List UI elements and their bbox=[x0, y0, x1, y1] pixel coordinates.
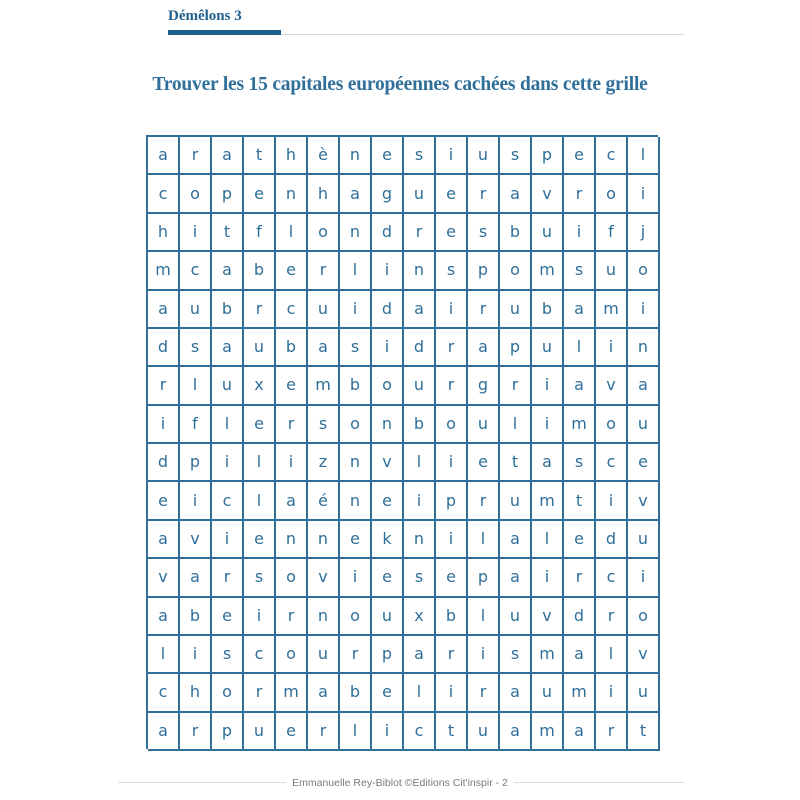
grid-cell: d bbox=[372, 291, 404, 329]
grid-cell: b bbox=[340, 367, 372, 405]
grid-cell: e bbox=[372, 137, 404, 175]
grid-cell: a bbox=[564, 713, 596, 751]
grid-cell: t bbox=[564, 482, 596, 520]
grid-cell: d bbox=[148, 444, 180, 482]
grid-cell: f bbox=[180, 406, 212, 444]
grid-cell: b bbox=[532, 291, 564, 329]
grid-cell: o bbox=[308, 214, 340, 252]
grid-cell: a bbox=[628, 367, 660, 405]
grid-cell: n bbox=[340, 482, 372, 520]
grid-cell: e bbox=[148, 482, 180, 520]
grid-cell: f bbox=[244, 214, 276, 252]
grid-cell: n bbox=[340, 214, 372, 252]
grid-cell: l bbox=[340, 252, 372, 290]
grid-cell: e bbox=[564, 137, 596, 175]
grid-cell: o bbox=[340, 598, 372, 636]
grid-cell: o bbox=[596, 406, 628, 444]
grid-cell: v bbox=[372, 444, 404, 482]
grid-cell: u bbox=[468, 406, 500, 444]
grid-cell: e bbox=[244, 406, 276, 444]
grid-cell: e bbox=[436, 175, 468, 213]
grid-cell: r bbox=[436, 367, 468, 405]
grid-cell: i bbox=[596, 674, 628, 712]
grid-cell: i bbox=[212, 521, 244, 559]
grid-cell: c bbox=[244, 636, 276, 674]
grid-cell: n bbox=[276, 175, 308, 213]
grid-cell: e bbox=[276, 713, 308, 751]
grid-cell: n bbox=[628, 329, 660, 367]
grid-cell: v bbox=[308, 559, 340, 597]
grid-cell: a bbox=[564, 636, 596, 674]
grid-cell: l bbox=[244, 444, 276, 482]
grid-cell: r bbox=[180, 137, 212, 175]
grid-cell: m bbox=[532, 482, 564, 520]
grid-cell: p bbox=[436, 482, 468, 520]
grid-cell: m bbox=[596, 291, 628, 329]
grid-cell: k bbox=[372, 521, 404, 559]
word-search-grid bbox=[146, 135, 658, 749]
grid-cell: n bbox=[276, 521, 308, 559]
grid-cell: p bbox=[372, 636, 404, 674]
grid-cell: n bbox=[372, 406, 404, 444]
grid-cell: c bbox=[180, 252, 212, 290]
grid-cell: i bbox=[372, 329, 404, 367]
grid-cell: t bbox=[212, 214, 244, 252]
grid-cell: i bbox=[436, 291, 468, 329]
grid-cell: a bbox=[148, 598, 180, 636]
grid-cell: m bbox=[564, 674, 596, 712]
grid-cell: l bbox=[276, 214, 308, 252]
grid-cell: c bbox=[212, 482, 244, 520]
grid-cell: m bbox=[276, 674, 308, 712]
grid-cell: r bbox=[500, 367, 532, 405]
grid-cell: b bbox=[404, 406, 436, 444]
grid-cell: o bbox=[372, 367, 404, 405]
grid-cell: m bbox=[532, 713, 564, 751]
grid-cell: i bbox=[628, 291, 660, 329]
grid-cell: i bbox=[148, 406, 180, 444]
grid-cell: a bbox=[148, 521, 180, 559]
grid-cell: u bbox=[596, 252, 628, 290]
grid-cell: i bbox=[340, 291, 372, 329]
grid-cell: u bbox=[532, 214, 564, 252]
grid-cell: t bbox=[500, 444, 532, 482]
grid-cell: s bbox=[212, 636, 244, 674]
grid-cell: g bbox=[372, 175, 404, 213]
grid-cell: c bbox=[276, 291, 308, 329]
grid-cell: a bbox=[148, 713, 180, 751]
grid-cell: m bbox=[532, 252, 564, 290]
grid-cell: i bbox=[436, 137, 468, 175]
grid-cell: s bbox=[404, 137, 436, 175]
grid-cell: u bbox=[244, 329, 276, 367]
grid-cell: u bbox=[628, 674, 660, 712]
grid-cell: u bbox=[500, 291, 532, 329]
grid-cell: a bbox=[148, 291, 180, 329]
grid-cell: o bbox=[180, 175, 212, 213]
grid-cell: l bbox=[500, 406, 532, 444]
grid-cell: p bbox=[212, 175, 244, 213]
grid-cell: e bbox=[372, 674, 404, 712]
grid-cell: n bbox=[404, 252, 436, 290]
grid-cell: a bbox=[212, 137, 244, 175]
grid-cell: b bbox=[436, 598, 468, 636]
grid-cell: a bbox=[532, 444, 564, 482]
grid-cell: s bbox=[180, 329, 212, 367]
grid-cell: a bbox=[340, 175, 372, 213]
grid-cell: i bbox=[628, 175, 660, 213]
grid-cell: s bbox=[308, 406, 340, 444]
grid-cell: p bbox=[468, 252, 500, 290]
grid-cell: e bbox=[276, 252, 308, 290]
grid-cell: s bbox=[340, 329, 372, 367]
grid-cell: t bbox=[244, 137, 276, 175]
grid-cell: a bbox=[276, 482, 308, 520]
grid-cell: l bbox=[340, 713, 372, 751]
grid-cell: r bbox=[308, 713, 340, 751]
grid-cell: i bbox=[436, 444, 468, 482]
grid-cell: u bbox=[500, 598, 532, 636]
grid-cell: u bbox=[468, 137, 500, 175]
grid-cell: e bbox=[244, 175, 276, 213]
grid-cell: i bbox=[180, 214, 212, 252]
grid-cell: i bbox=[436, 521, 468, 559]
grid-cell: i bbox=[372, 252, 404, 290]
grid-cell: i bbox=[404, 482, 436, 520]
grid-cell: r bbox=[244, 674, 276, 712]
grid-cell: r bbox=[468, 175, 500, 213]
grid-cell: s bbox=[564, 444, 596, 482]
grid-cell: a bbox=[500, 175, 532, 213]
grid-cell: o bbox=[212, 674, 244, 712]
grid-cell: v bbox=[628, 482, 660, 520]
grid-cell: u bbox=[212, 367, 244, 405]
grid-cell: c bbox=[148, 175, 180, 213]
grid-cell: h bbox=[308, 175, 340, 213]
grid-cell: u bbox=[180, 291, 212, 329]
grid-cell: a bbox=[308, 674, 340, 712]
grid-cell: n bbox=[308, 521, 340, 559]
grid-cell: r bbox=[244, 291, 276, 329]
grid-cell: i bbox=[596, 329, 628, 367]
grid-cell: u bbox=[372, 598, 404, 636]
grid-cell: n bbox=[308, 598, 340, 636]
grid-cell: u bbox=[628, 406, 660, 444]
grid-cell: e bbox=[244, 521, 276, 559]
grid-cell: é bbox=[308, 482, 340, 520]
grid-cell: o bbox=[436, 406, 468, 444]
grid-cell: t bbox=[436, 713, 468, 751]
grid-cell: l bbox=[148, 636, 180, 674]
grid-cell: i bbox=[340, 559, 372, 597]
grid-cell: r bbox=[276, 406, 308, 444]
grid-cell: a bbox=[468, 329, 500, 367]
grid-cell: o bbox=[340, 406, 372, 444]
grid-cell: l bbox=[212, 406, 244, 444]
grid-cell: i bbox=[628, 559, 660, 597]
grid-cell: p bbox=[468, 559, 500, 597]
grid-cell: a bbox=[500, 521, 532, 559]
grid-cell: r bbox=[404, 214, 436, 252]
grid-cell: a bbox=[148, 137, 180, 175]
grid-cell: p bbox=[532, 137, 564, 175]
grid-cell: b bbox=[500, 214, 532, 252]
grid-cell: l bbox=[628, 137, 660, 175]
grid-cell: i bbox=[532, 367, 564, 405]
grid-cell: d bbox=[596, 521, 628, 559]
grid-cell: r bbox=[596, 598, 628, 636]
grid-cell: l bbox=[468, 598, 500, 636]
grid-cell: i bbox=[564, 214, 596, 252]
grid-cell: s bbox=[564, 252, 596, 290]
grid-cell: p bbox=[500, 329, 532, 367]
grid-cell: d bbox=[148, 329, 180, 367]
grid-cell: è bbox=[308, 137, 340, 175]
grid-cell: s bbox=[244, 559, 276, 597]
grid-cell: h bbox=[180, 674, 212, 712]
grid-cell: u bbox=[308, 291, 340, 329]
grid-cell: a bbox=[212, 329, 244, 367]
grid-cell: s bbox=[404, 559, 436, 597]
grid-cell: p bbox=[212, 713, 244, 751]
grid-cell: e bbox=[276, 367, 308, 405]
grid-cell: v bbox=[596, 367, 628, 405]
grid-cell: o bbox=[628, 252, 660, 290]
grid-cell: e bbox=[436, 559, 468, 597]
grid-cell: a bbox=[564, 291, 596, 329]
grid-cell: o bbox=[628, 598, 660, 636]
grid-cell: a bbox=[500, 559, 532, 597]
grid-cell: r bbox=[564, 175, 596, 213]
grid-cell: h bbox=[276, 137, 308, 175]
grid-cell: c bbox=[596, 559, 628, 597]
grid-cell: r bbox=[276, 598, 308, 636]
grid-cell: v bbox=[180, 521, 212, 559]
grid-cell: i bbox=[468, 636, 500, 674]
grid-cell: i bbox=[372, 713, 404, 751]
grid-cell: m bbox=[148, 252, 180, 290]
grid-cell: i bbox=[180, 636, 212, 674]
grid-cell: d bbox=[404, 329, 436, 367]
grid-cell: a bbox=[404, 291, 436, 329]
grid-cell: l bbox=[564, 329, 596, 367]
grid-cell: c bbox=[404, 713, 436, 751]
grid-cell: b bbox=[212, 291, 244, 329]
footer-credit bbox=[0, 777, 800, 789]
grid-cell: r bbox=[180, 713, 212, 751]
grid-cell: r bbox=[468, 291, 500, 329]
grid-cell: u bbox=[244, 713, 276, 751]
grid-cell: l bbox=[180, 367, 212, 405]
grid-cell: o bbox=[276, 636, 308, 674]
grid-cell: b bbox=[340, 674, 372, 712]
grid-cell: e bbox=[340, 521, 372, 559]
grid-cell: t bbox=[628, 713, 660, 751]
grid-cell: v bbox=[532, 175, 564, 213]
header-divider bbox=[281, 34, 684, 35]
grid-cell: a bbox=[404, 636, 436, 674]
grid-cell: l bbox=[244, 482, 276, 520]
grid-cell: v bbox=[628, 636, 660, 674]
grid-cell: f bbox=[596, 214, 628, 252]
grid-cell: r bbox=[468, 674, 500, 712]
grid-cell: e bbox=[564, 521, 596, 559]
grid-cell: b bbox=[244, 252, 276, 290]
grid-cell: r bbox=[436, 329, 468, 367]
grid-cell: r bbox=[564, 559, 596, 597]
grid-cell: i bbox=[596, 482, 628, 520]
grid-cell: v bbox=[532, 598, 564, 636]
grid-cell: d bbox=[564, 598, 596, 636]
grid-cell: u bbox=[404, 175, 436, 213]
grid-cell: u bbox=[628, 521, 660, 559]
grid-cell: i bbox=[244, 598, 276, 636]
grid-cell: r bbox=[340, 636, 372, 674]
grid-cell: l bbox=[532, 521, 564, 559]
grid-cell: i bbox=[532, 559, 564, 597]
page-title: Trouver les 15 capitales européennes cachées dans cette grille bbox=[152, 74, 648, 95]
grid-cell: r bbox=[308, 252, 340, 290]
grid-cell: v bbox=[148, 559, 180, 597]
grid-cell: o bbox=[596, 175, 628, 213]
grid-cell: z bbox=[308, 444, 340, 482]
grid-cell: i bbox=[532, 406, 564, 444]
grid-cell: i bbox=[276, 444, 308, 482]
grid-cell: e bbox=[468, 444, 500, 482]
grid-cell: r bbox=[212, 559, 244, 597]
grid-cell: a bbox=[212, 252, 244, 290]
footer-credit-text: Emmanuelle Rey-Biblot ©Editions Cit'inspir - 2 bbox=[286, 777, 514, 789]
grid-cell: b bbox=[276, 329, 308, 367]
grid-cell: a bbox=[564, 367, 596, 405]
grid-cell: g bbox=[468, 367, 500, 405]
grid-cell: o bbox=[500, 252, 532, 290]
grid-cell: l bbox=[468, 521, 500, 559]
grid-cell: i bbox=[212, 444, 244, 482]
grid-cell: a bbox=[500, 674, 532, 712]
grid-cell: j bbox=[628, 214, 660, 252]
grid-cell: u bbox=[404, 367, 436, 405]
grid-cell: o bbox=[276, 559, 308, 597]
grid-cell: r bbox=[468, 482, 500, 520]
grid-cell: e bbox=[372, 559, 404, 597]
grid-cell: u bbox=[468, 713, 500, 751]
grid-cell: c bbox=[596, 444, 628, 482]
grid-cell: h bbox=[148, 214, 180, 252]
grid-cell: i bbox=[436, 674, 468, 712]
grid-cell: p bbox=[180, 444, 212, 482]
grid-cell: i bbox=[180, 482, 212, 520]
header-accent-bar bbox=[168, 30, 281, 35]
grid-cell: s bbox=[500, 137, 532, 175]
grid-cell: e bbox=[372, 482, 404, 520]
grid-cell: m bbox=[308, 367, 340, 405]
grid-cell: n bbox=[404, 521, 436, 559]
grid-cell: u bbox=[532, 674, 564, 712]
grid-cell: u bbox=[308, 636, 340, 674]
grid-cell: r bbox=[596, 713, 628, 751]
grid-cell: a bbox=[500, 713, 532, 751]
grid-cell: e bbox=[212, 598, 244, 636]
grid-cell: b bbox=[180, 598, 212, 636]
grid-cell: c bbox=[596, 137, 628, 175]
grid-cell: x bbox=[404, 598, 436, 636]
grid-cell: u bbox=[500, 482, 532, 520]
grid-cell: r bbox=[148, 367, 180, 405]
grid-cell: r bbox=[436, 636, 468, 674]
grid-cell: d bbox=[372, 214, 404, 252]
grid-cell: m bbox=[564, 406, 596, 444]
grid-cell: m bbox=[532, 636, 564, 674]
grid-cell: e bbox=[436, 214, 468, 252]
grid-cell: l bbox=[404, 444, 436, 482]
grid-cell: x bbox=[244, 367, 276, 405]
grid-cell: l bbox=[404, 674, 436, 712]
grid-cell: s bbox=[500, 636, 532, 674]
grid-cell: a bbox=[308, 329, 340, 367]
grid-cell: n bbox=[340, 137, 372, 175]
grid-cell: c bbox=[148, 674, 180, 712]
grid-cell: n bbox=[340, 444, 372, 482]
grid-cell: s bbox=[436, 252, 468, 290]
grid-cell: e bbox=[628, 444, 660, 482]
grid-cell: l bbox=[596, 636, 628, 674]
grid-cell: s bbox=[468, 214, 500, 252]
grid-cell: a bbox=[180, 559, 212, 597]
section-title: Démêlons 3 bbox=[168, 8, 242, 24]
grid-cell: u bbox=[532, 329, 564, 367]
